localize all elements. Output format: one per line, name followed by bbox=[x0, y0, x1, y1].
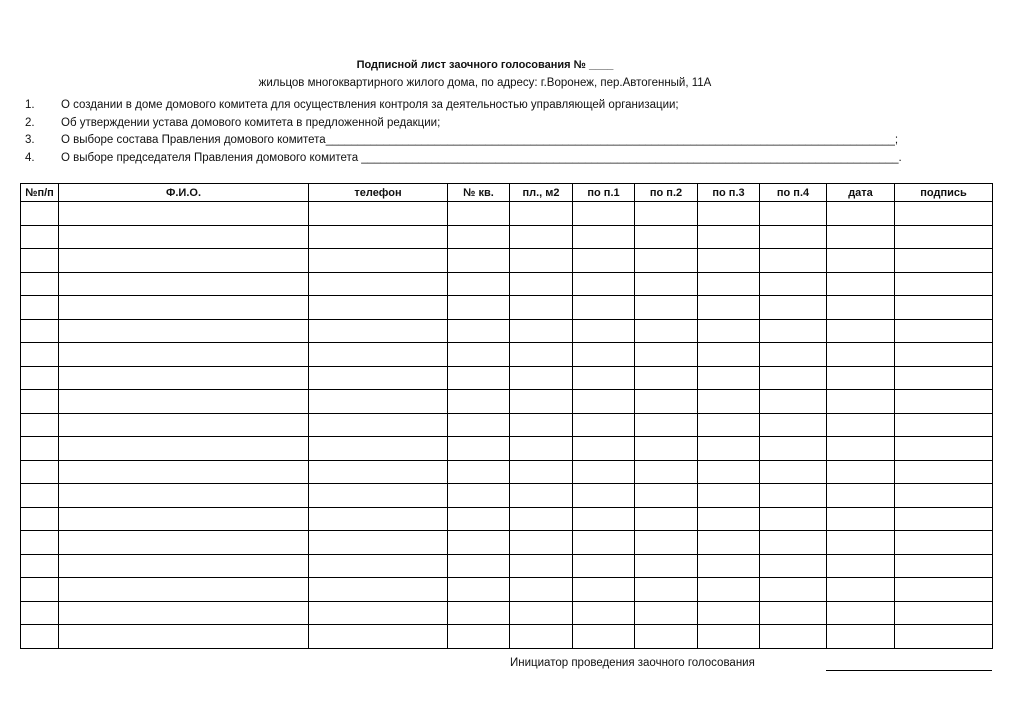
table-cell[interactable] bbox=[21, 625, 59, 649]
table-header-row bbox=[21, 184, 993, 202]
table-cell[interactable] bbox=[21, 202, 59, 226]
table-cell[interactable] bbox=[760, 202, 827, 226]
table-cell[interactable] bbox=[760, 507, 827, 531]
table-cell[interactable] bbox=[510, 484, 573, 508]
table-cell[interactable] bbox=[895, 202, 993, 226]
table-cell[interactable] bbox=[448, 413, 510, 437]
column-header-date: дата bbox=[827, 184, 895, 202]
document-subtitle: жильцов многоквартирного жилого дома, по адресу: г.Воронеж, пер.Автогенный, 11А bbox=[258, 77, 712, 89]
table-cell[interactable] bbox=[698, 390, 760, 414]
table-row bbox=[21, 437, 993, 461]
table-cell[interactable] bbox=[895, 319, 993, 343]
table-cell[interactable] bbox=[309, 484, 448, 508]
table-cell[interactable] bbox=[760, 390, 827, 414]
table-cell[interactable] bbox=[635, 625, 698, 649]
table-cell[interactable] bbox=[635, 319, 698, 343]
table-cell[interactable] bbox=[510, 531, 573, 555]
initiator-label: Инициатор проведения заочного голосования bbox=[510, 657, 755, 669]
table-cell[interactable] bbox=[698, 601, 760, 625]
table-row bbox=[21, 202, 993, 226]
agenda-item bbox=[25, 132, 985, 150]
table-cell[interactable] bbox=[510, 319, 573, 343]
table-cell[interactable] bbox=[59, 319, 309, 343]
agenda-item bbox=[25, 97, 985, 115]
table-cell[interactable] bbox=[510, 249, 573, 273]
table-cell[interactable] bbox=[510, 343, 573, 367]
table-cell[interactable] bbox=[760, 531, 827, 555]
table-cell[interactable] bbox=[448, 272, 510, 296]
table-cell[interactable] bbox=[895, 225, 993, 249]
table-cell[interactable] bbox=[573, 366, 635, 390]
table-cell[interactable] bbox=[635, 578, 698, 602]
document-title: Подписной лист заочного голосования № ____ bbox=[356, 59, 614, 71]
table-cell[interactable] bbox=[510, 225, 573, 249]
agenda-item-text: О выборе председателя Правления домового комитета ____________________________________________________________________________________. bbox=[61, 151, 902, 164]
table-cell[interactable] bbox=[309, 507, 448, 531]
table-cell[interactable] bbox=[59, 554, 309, 578]
table-cell[interactable] bbox=[309, 625, 448, 649]
table-cell[interactable] bbox=[21, 272, 59, 296]
table-cell[interactable] bbox=[827, 272, 895, 296]
table-cell[interactable] bbox=[21, 531, 59, 555]
table-cell[interactable] bbox=[573, 249, 635, 273]
table-cell[interactable] bbox=[510, 437, 573, 461]
table-cell[interactable] bbox=[59, 272, 309, 296]
table-cell[interactable] bbox=[59, 343, 309, 367]
table-cell[interactable] bbox=[448, 202, 510, 226]
table-cell[interactable] bbox=[760, 554, 827, 578]
table-cell[interactable] bbox=[895, 413, 993, 437]
table-body bbox=[21, 202, 993, 649]
table-row bbox=[21, 366, 993, 390]
table-cell[interactable] bbox=[635, 272, 698, 296]
table-cell[interactable] bbox=[827, 601, 895, 625]
table-cell[interactable] bbox=[448, 225, 510, 249]
table-cell[interactable] bbox=[827, 202, 895, 226]
table-cell[interactable] bbox=[895, 296, 993, 320]
table-cell[interactable] bbox=[698, 343, 760, 367]
table-row bbox=[21, 249, 993, 273]
table-cell[interactable] bbox=[309, 390, 448, 414]
table-cell[interactable] bbox=[573, 507, 635, 531]
table-cell[interactable] bbox=[448, 296, 510, 320]
column-header-item-3: по п.3 bbox=[698, 184, 760, 202]
table-cell[interactable] bbox=[21, 343, 59, 367]
table-cell[interactable] bbox=[760, 413, 827, 437]
table-cell[interactable] bbox=[309, 296, 448, 320]
table-cell[interactable] bbox=[573, 554, 635, 578]
table-cell[interactable] bbox=[448, 601, 510, 625]
agenda-item-text: Об утверждении устава домового комитета в предложенной редакции; bbox=[61, 116, 441, 129]
table-cell[interactable] bbox=[21, 578, 59, 602]
table-cell[interactable] bbox=[309, 249, 448, 273]
table-cell[interactable] bbox=[698, 625, 760, 649]
agenda-item-number: 3. bbox=[25, 134, 35, 146]
table-cell[interactable] bbox=[309, 272, 448, 296]
table-cell[interactable] bbox=[827, 484, 895, 508]
table-cell[interactable] bbox=[59, 366, 309, 390]
table-cell[interactable] bbox=[760, 225, 827, 249]
table-cell[interactable] bbox=[309, 343, 448, 367]
table-cell[interactable] bbox=[635, 296, 698, 320]
table-cell[interactable] bbox=[635, 554, 698, 578]
table-row bbox=[21, 296, 993, 320]
table-cell[interactable] bbox=[635, 202, 698, 226]
table-cell[interactable] bbox=[21, 601, 59, 625]
table-cell[interactable] bbox=[698, 202, 760, 226]
agenda-item-number: 4. bbox=[25, 151, 35, 164]
table-cell[interactable] bbox=[573, 460, 635, 484]
table-cell[interactable] bbox=[59, 484, 309, 508]
table-cell[interactable] bbox=[510, 601, 573, 625]
table-cell[interactable] bbox=[59, 601, 309, 625]
table-cell[interactable] bbox=[573, 202, 635, 226]
table-cell[interactable] bbox=[573, 531, 635, 555]
table-cell[interactable] bbox=[827, 554, 895, 578]
table-cell[interactable] bbox=[309, 319, 448, 343]
table-cell[interactable] bbox=[309, 578, 448, 602]
initiator-signature-line[interactable] bbox=[826, 670, 992, 671]
table-cell[interactable] bbox=[827, 296, 895, 320]
table-cell[interactable] bbox=[448, 578, 510, 602]
table-cell[interactable] bbox=[309, 202, 448, 226]
agenda-item-number: 1. bbox=[25, 99, 35, 111]
table-cell[interactable] bbox=[827, 366, 895, 390]
table-cell[interactable] bbox=[760, 296, 827, 320]
column-header-number: №п/п bbox=[21, 184, 59, 202]
table-cell[interactable] bbox=[309, 554, 448, 578]
table-cell[interactable] bbox=[895, 578, 993, 602]
table-cell[interactable] bbox=[635, 460, 698, 484]
table-cell[interactable] bbox=[573, 413, 635, 437]
column-header-item-4: по п.4 bbox=[760, 184, 827, 202]
table-cell[interactable] bbox=[448, 554, 510, 578]
table-cell[interactable] bbox=[635, 601, 698, 625]
column-header-area: пл., м2 bbox=[510, 184, 573, 202]
table-cell[interactable] bbox=[510, 366, 573, 390]
column-header-fio: Ф.И.О. bbox=[59, 184, 309, 202]
table-cell[interactable] bbox=[59, 202, 309, 226]
table-cell[interactable] bbox=[448, 249, 510, 273]
table-cell[interactable] bbox=[21, 413, 59, 437]
table-cell[interactable] bbox=[510, 554, 573, 578]
table-cell[interactable] bbox=[448, 343, 510, 367]
table-cell[interactable] bbox=[573, 578, 635, 602]
table-cell[interactable] bbox=[635, 437, 698, 461]
table-cell[interactable] bbox=[698, 531, 760, 555]
table-row bbox=[21, 484, 993, 508]
column-header-phone: телефон bbox=[309, 184, 448, 202]
table-cell[interactable] bbox=[59, 460, 309, 484]
table-row bbox=[21, 390, 993, 414]
table-cell[interactable] bbox=[59, 625, 309, 649]
table-row bbox=[21, 343, 993, 367]
table-cell[interactable] bbox=[573, 390, 635, 414]
table-row bbox=[21, 601, 993, 625]
table-cell[interactable] bbox=[698, 249, 760, 273]
table-cell[interactable] bbox=[895, 507, 993, 531]
table-row bbox=[21, 319, 993, 343]
table-cell[interactable] bbox=[448, 625, 510, 649]
table-cell[interactable] bbox=[21, 507, 59, 531]
table-cell[interactable] bbox=[698, 484, 760, 508]
table-cell[interactable] bbox=[21, 319, 59, 343]
table-cell[interactable] bbox=[309, 531, 448, 555]
table-row bbox=[21, 531, 993, 555]
table-cell[interactable] bbox=[698, 272, 760, 296]
table-cell[interactable] bbox=[21, 225, 59, 249]
table-cell[interactable] bbox=[309, 366, 448, 390]
table-cell[interactable] bbox=[698, 460, 760, 484]
table-cell[interactable] bbox=[59, 249, 309, 273]
table-cell[interactable] bbox=[21, 437, 59, 461]
agenda-list bbox=[25, 97, 985, 167]
agenda-item-text: О создании в доме домового комитета для осуществления контроля за деятельностью управляющей организации; bbox=[61, 99, 679, 111]
table-cell[interactable] bbox=[59, 296, 309, 320]
table-cell[interactable] bbox=[510, 507, 573, 531]
table-cell[interactable] bbox=[827, 625, 895, 649]
table-cell[interactable] bbox=[698, 578, 760, 602]
table-cell[interactable] bbox=[760, 437, 827, 461]
table-cell[interactable] bbox=[895, 601, 993, 625]
agenda-item bbox=[25, 115, 985, 133]
table-cell[interactable] bbox=[760, 578, 827, 602]
table-cell[interactable] bbox=[895, 249, 993, 273]
table-cell[interactable] bbox=[21, 484, 59, 508]
table-cell[interactable] bbox=[895, 343, 993, 367]
table-cell[interactable] bbox=[895, 554, 993, 578]
table-cell[interactable] bbox=[573, 601, 635, 625]
table-cell[interactable] bbox=[760, 460, 827, 484]
table-cell[interactable] bbox=[21, 390, 59, 414]
table-cell[interactable] bbox=[21, 249, 59, 273]
table-cell[interactable] bbox=[573, 225, 635, 249]
table-cell[interactable] bbox=[510, 202, 573, 226]
table-cell[interactable] bbox=[827, 437, 895, 461]
table-cell[interactable] bbox=[635, 507, 698, 531]
table-cell[interactable] bbox=[635, 366, 698, 390]
table-cell[interactable] bbox=[573, 484, 635, 508]
table-row bbox=[21, 578, 993, 602]
table-cell[interactable] bbox=[760, 625, 827, 649]
table-cell[interactable] bbox=[309, 601, 448, 625]
table-cell[interactable] bbox=[510, 272, 573, 296]
table-row bbox=[21, 225, 993, 249]
table-cell[interactable] bbox=[59, 390, 309, 414]
table-cell[interactable] bbox=[760, 366, 827, 390]
table-cell[interactable] bbox=[760, 343, 827, 367]
table-cell[interactable] bbox=[59, 578, 309, 602]
table-cell[interactable] bbox=[635, 390, 698, 414]
table-cell[interactable] bbox=[21, 366, 59, 390]
table-cell[interactable] bbox=[698, 507, 760, 531]
table-cell[interactable] bbox=[827, 343, 895, 367]
table-row bbox=[21, 507, 993, 531]
table-cell[interactable] bbox=[827, 249, 895, 273]
table-cell[interactable] bbox=[510, 625, 573, 649]
table-cell[interactable] bbox=[573, 319, 635, 343]
table-cell[interactable] bbox=[760, 484, 827, 508]
table-cell[interactable] bbox=[635, 249, 698, 273]
table-cell[interactable] bbox=[635, 484, 698, 508]
table-cell[interactable] bbox=[309, 437, 448, 461]
column-header-item-1: по п.1 bbox=[573, 184, 635, 202]
table-cell[interactable] bbox=[510, 390, 573, 414]
table-cell[interactable] bbox=[698, 225, 760, 249]
table-cell[interactable] bbox=[895, 272, 993, 296]
table-cell[interactable] bbox=[827, 578, 895, 602]
table-row bbox=[21, 625, 993, 649]
table-cell[interactable] bbox=[760, 319, 827, 343]
table-cell[interactable] bbox=[698, 319, 760, 343]
table-cell[interactable] bbox=[827, 507, 895, 531]
agenda-item-number: 2. bbox=[25, 116, 35, 129]
table-cell[interactable] bbox=[448, 390, 510, 414]
agenda-item-text: О выборе состава Правления домового комитета_________________________________________________________________________________________; bbox=[61, 134, 899, 146]
table-cell[interactable] bbox=[510, 413, 573, 437]
table-cell[interactable] bbox=[635, 343, 698, 367]
table-cell[interactable] bbox=[59, 507, 309, 531]
table-cell[interactable] bbox=[698, 296, 760, 320]
table-cell[interactable] bbox=[635, 531, 698, 555]
table-cell[interactable] bbox=[448, 366, 510, 390]
table-cell[interactable] bbox=[760, 249, 827, 273]
table-cell[interactable] bbox=[827, 390, 895, 414]
table-row bbox=[21, 272, 993, 296]
table-cell[interactable] bbox=[448, 507, 510, 531]
table-cell[interactable] bbox=[895, 437, 993, 461]
table-cell[interactable] bbox=[698, 413, 760, 437]
table-cell[interactable] bbox=[827, 460, 895, 484]
table-cell[interactable] bbox=[760, 272, 827, 296]
table-cell[interactable] bbox=[59, 413, 309, 437]
table-cell[interactable] bbox=[635, 225, 698, 249]
table-cell[interactable] bbox=[635, 413, 698, 437]
table-cell[interactable] bbox=[510, 460, 573, 484]
agenda-item bbox=[25, 150, 985, 168]
table-cell[interactable] bbox=[827, 319, 895, 343]
table-row bbox=[21, 554, 993, 578]
table-cell[interactable] bbox=[448, 437, 510, 461]
table-cell[interactable] bbox=[698, 366, 760, 390]
table-cell[interactable] bbox=[895, 460, 993, 484]
table-cell[interactable] bbox=[59, 437, 309, 461]
table-cell[interactable] bbox=[573, 437, 635, 461]
table-cell[interactable] bbox=[895, 366, 993, 390]
table-cell[interactable] bbox=[573, 343, 635, 367]
table-cell[interactable] bbox=[895, 390, 993, 414]
column-header-apartment: № кв. bbox=[448, 184, 510, 202]
table-cell[interactable] bbox=[827, 413, 895, 437]
table-row bbox=[21, 413, 993, 437]
table-cell[interactable] bbox=[309, 225, 448, 249]
column-header-item-2: по п.2 bbox=[635, 184, 698, 202]
table-cell[interactable] bbox=[21, 296, 59, 320]
table-cell[interactable] bbox=[59, 531, 309, 555]
table-cell[interactable] bbox=[510, 578, 573, 602]
table-cell[interactable] bbox=[448, 460, 510, 484]
table-cell[interactable] bbox=[573, 272, 635, 296]
table-cell[interactable] bbox=[448, 484, 510, 508]
voting-table bbox=[20, 183, 993, 649]
table-row bbox=[21, 460, 993, 484]
table-cell[interactable] bbox=[698, 437, 760, 461]
table-cell[interactable] bbox=[59, 225, 309, 249]
table-cell[interactable] bbox=[309, 460, 448, 484]
table-cell[interactable] bbox=[573, 296, 635, 320]
table-cell[interactable] bbox=[448, 531, 510, 555]
column-header-signature: подпись bbox=[895, 184, 993, 202]
table-cell[interactable] bbox=[21, 460, 59, 484]
table-cell[interactable] bbox=[309, 413, 448, 437]
table-cell[interactable] bbox=[760, 601, 827, 625]
table-cell[interactable] bbox=[698, 554, 760, 578]
table-cell[interactable] bbox=[895, 531, 993, 555]
table-cell[interactable] bbox=[510, 296, 573, 320]
table-cell[interactable] bbox=[827, 225, 895, 249]
table-cell[interactable] bbox=[573, 625, 635, 649]
table-cell[interactable] bbox=[895, 484, 993, 508]
table-cell[interactable] bbox=[448, 319, 510, 343]
table-cell[interactable] bbox=[895, 625, 993, 649]
table-cell[interactable] bbox=[827, 531, 895, 555]
table-cell[interactable] bbox=[21, 554, 59, 578]
